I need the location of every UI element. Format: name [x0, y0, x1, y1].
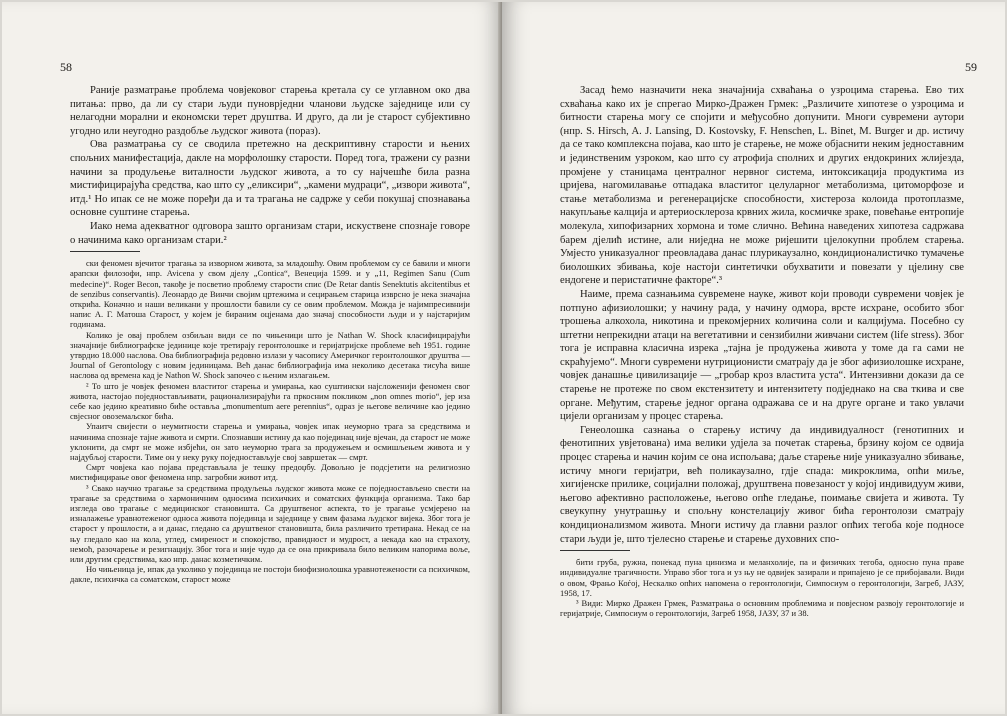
paragraph: Иако нема адекватног одговора зашто организам стари, искуствене спознаје говоре о начинима како организам стари.²	[70, 220, 470, 246]
footnote: Упаитч свијести о неумитности старења и умирања, човјек ипак неуморно трага за средствима и начинима спознаје тајне живота и смрти. Спознавши истину да као појединац није вјечан, да старост не може уклонити, да смрт не може избјећи, он зато неуморно трага за продужењем и осмишљењем живота и у најдубљој старости. Тиме он у неку руку поједностављује свој завршетак — смрт.	[70, 421, 470, 462]
left-text-block	[70, 84, 470, 585]
left-page	[2, 2, 502, 714]
footnote-divider	[70, 251, 140, 252]
footnote: бити груба, ружна, понекад пуна цинизма и меланхолије, па и физичких тегоба, односно пуна праве индивидуалне трагичности. Управо због тога и уз њу не одвијек зазирали и припајено је се прибојавали. Види о овом, Фрањо Коѓој, Нескалко опћих напомена о геронтологији, Симпосиум о геронтологији, Загреб, ЈАЗУ, 1958, 17.	[560, 557, 964, 598]
paragraph: Ова разматрања су се сводила претежно на дескриптивну старости и њених спољних манифестација, дакле на морфолошку старости. Поред тога, тражени су разни начини за продуљење виталности људског живота, а то су најчешће била разна мистифицирајућа средства, као што су „еликсири“, „камени мудраци“, „извори живота“, итд.¹ Но ипак се не може поређи да и та трагања не садрже у себи покушај спознавања основне суштине старења.	[70, 139, 470, 219]
paragraph: Засад ћемо назначити нека значајнија схваћања о узроцима старења. Ево тих схваћања како их је спрегао Мирко-Дражен Грмек: „Различите хипотезе о узроцима и битности старења могу се спојити и међусобно допунити. Многи сувремени аутори (нпр. S. Hirsch, A. J. Lansing, D. Kostovsky, F. Henschen, L. Binet, M. Burger и др. истичу да се тако комплексна појава, као што је старење, не може објаснити неким једноставним и јединственим узроком, као што су атрофија сполних и других ендокриних жлијезда, промјене у станицама централног нервног система, интоксикација продуктима из цријева, нагомилавање отпадака властитог целуларног метаболизма, цитоморфозе и стање метаболизма и регенерацијске способности, хистерозa колоида протоплазме, накупљање калција и артериосклероза крвних жила, космичке зраке, повећање ентропије молекула, хипофизарних хормона и томе слично. Већина наведених хипотеза садржава барем дјелић истине, али ниједна не може ријешити цјелокупни проблем старења. Умјесто униказуалног преовладава данас плурикаузално, кондиционалистичко тумачење биолошких збивања, које настоји синтетички обухватити и повезати у цјелину све ендогене и перистатичне факторе“.³	[560, 85, 964, 287]
paragraph: Раније разматрање проблема човјековог старења кретала су се углавном око два питања: прво, да ли су стари људи пуноврједни чланови људске заједнице или су нелагодни морални и економски терет друштва. И друго, да ли је старост субјективно угодно или неугодно раздобље људског живота (пораз).	[70, 85, 470, 137]
footnotes	[560, 557, 964, 618]
paragraph: Наиме, према сазнањима сувремене науке, живот који проводи сувремени човјек је потпуно афизиолошки; у начину рада, у начину одмора, врсте исхране, особито због трошења алкохола, никотина и прекомјерних количина соли и калцијума. Посебно су штетни непрекидни атаци на вегетативни и сензибилни живчани систем (life stress). Због тога је исправна класична изрека „тајна је продужења живота у томе да га сами не скраћујемо“. Многи сувремени нутриционисти сматрају да је због афизиолошке исхране, човјек данашње цивилизације — „гробар кроз властита уста“. Интензивни докази да се старење не протеже по свом екстензитету и интензитету подједнако на сва ткива и све органе. Међутим, старење једног органа одражава се и на друге органе и тако увлачи цијели организам у процес старења.	[560, 288, 964, 423]
page-number: 58	[60, 60, 72, 74]
footnotes	[70, 258, 470, 585]
main-text	[560, 84, 964, 546]
right-text-block	[560, 84, 964, 618]
footnote: ски феномен вјечитог трагања за изворном живота, за младошћу. Овим проблемом су се бавили и многи арапски филозофи, нпр. Avicena у свом дјелу „Contica“, Венеција 1599. и у „11, Regimen Sanu (Cum medecine)“. Roger Becon, такође је посветио проблему старости спис (De Retar dantis Senektutis akcitentibus et de senzibus conservantis). Леонардо де Винчи својим цртежима и сецирањем старица изврсно је нека значајна открића. Коначно и наши великани у прошлости бавили су се овим проблемом. Можда је најимпресивнији напис А. Г. Матоша Старост, у којем је бираним оцјенама дао значај способности људи и у најстаријим годинама.	[70, 258, 470, 330]
footnote: ³ Свако научно трагање за средствима продуљења људског живота може се поједностављено свести на трагање за средствима о хармоничним односима психичких и соматских функција организма. Тако бар изгледа ово трагање с медицинског становишта. Са друштвеног аспекта, то је трагање усмјерено на изналажење уравнотеженог односа живота појединца и заједнице у свим фазама људског вијека. Због тога је старост у прошлости, а и данас, гледано са друштвеног становишта, била различито третирана. Некад се на њу гледало као на кола, углед, смиреност и спокојство, правидност и мудрост, а некада као на страхоту, немоћ, разочарење и резигнацију. Због тога и није чудо да се она прикривала било великим напорима воље, или другим средствима, као нпр. данас козметичким.	[70, 482, 470, 565]
footnote: ² То што је човјек феномен властитог старења и умирања, као суштински најсложенији феномен свог живота, настојао поједностављивати, рационализирајући га пркосним покликом „non omnes morio“, јер иза себе као једино креативно биће оставља „monumentum aere perennius“, одраз је његове величине као једино свјесног овоземаљског бића.	[70, 380, 470, 422]
footnote: Колико је овај проблем озбиљан види се по чињеници што је Nathan W. Shock класифицирајући значајније библиографске јединице које третирају геронтолошке и геријатријске проблеме већ 1951. године утврдио 18.000 наслова. Ова библиографија редовно излази у часопису Америчког геронтолошког друштва — Journal of Gerontology с новим јединицама. Већ данас библиографија има неколико десетака тисућа више наслова од времена кад је Nathon W. Shock започео с њеним излагањем.	[70, 329, 470, 381]
footnote: Но чињеница је, ипак да уколико у појединца не постоји биофизиолошка уравнотежености са психичком, дакле, психичка са соматском, старост може	[70, 564, 470, 585]
main-text	[70, 84, 470, 247]
page-number: 59	[965, 60, 977, 74]
book-spread	[2, 2, 1005, 714]
footnote: ³ Види: Мирко Дражен Грмек, Разматрања о основним проблемима и повјесном развоју геронтологије и геријатрије, Симпосиум о геронтологији, Загреб 1958, ЈАЗУ, 37 и 38.	[560, 598, 964, 619]
footnote-divider	[560, 550, 630, 551]
paragraph: Генеолошка сазнања о старењу истичу да индивидуалност (генотипних и фенотипних увјетована) има велики удјела за почетак старења, брзину којом се одвија процес старења и начин којим се она испољава; даље старење није униказуално збивање, истичу многи геријатри, већ поликаузално, гдје спада: микроклима, опћи миље, хигијенске прилике, социјални положај, друштвена повезаност у којој индивидуум живи, његово афективно расположење, његово опће гледање, поимање свијета и живота. Ту свеукупну унутрашњу и спољну констелацију живог бића геронтолози сматрају кондиционализмом живота. Многи истичу да главни разлог опћих тегоба које подносе стари људи је, што тјелесно старење и старење духовних спо-	[560, 424, 964, 545]
footnote: Смрт човјека као појава представљала је тешку предоџбу. Довољно је подсјетити на религиозно мистифицирање овог феномена нпр. загробни живот итд.	[70, 462, 470, 483]
right-page	[502, 2, 1005, 714]
